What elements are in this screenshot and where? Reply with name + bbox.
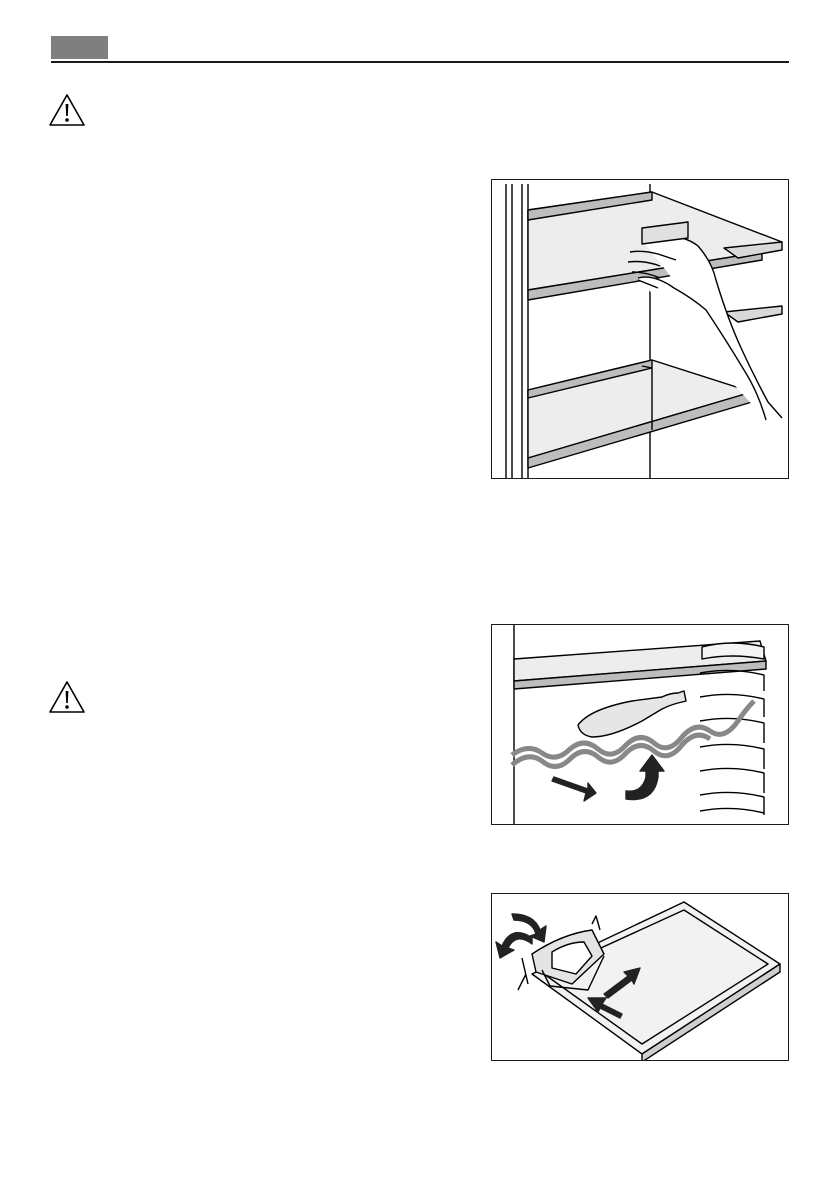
warning-triangle-icon [48, 93, 86, 127]
bottle-rack-illustration [491, 624, 789, 825]
section-tab [51, 36, 108, 59]
bottle-holder-illustration [491, 893, 789, 1061]
shelf-removal-illustration [491, 179, 789, 479]
warning-triangle-icon [48, 680, 86, 714]
header-rule [51, 61, 789, 63]
